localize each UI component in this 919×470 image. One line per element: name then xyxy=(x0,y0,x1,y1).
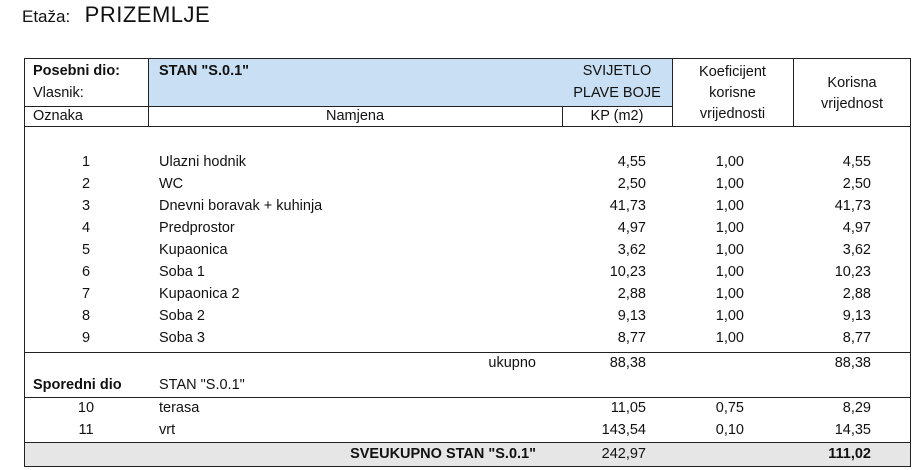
row-number: 7 xyxy=(81,286,91,302)
row-name: Soba 3 xyxy=(159,330,205,346)
grand-total-kp: 242,97 xyxy=(601,446,646,462)
coef-header-2: korisne xyxy=(709,85,756,101)
row-kp: 143,54 xyxy=(601,422,646,438)
row-number: 10 xyxy=(77,400,95,416)
row-coef: 0,75 xyxy=(715,400,744,416)
row-kp: 4,55 xyxy=(617,154,646,170)
floor-label: Etaža: xyxy=(22,7,71,26)
row-value: 9,13 xyxy=(842,308,871,324)
row-number: 2 xyxy=(81,176,91,192)
row-value: 14,35 xyxy=(834,422,871,438)
row-value: 8,29 xyxy=(842,400,871,416)
row-name: Kupaonica 2 xyxy=(159,286,240,302)
row-coef: 1,00 xyxy=(715,330,744,346)
subtotal-kp: 88,38 xyxy=(609,355,646,371)
row-coef: 1,00 xyxy=(715,286,744,302)
row-kp: 4,97 xyxy=(617,220,646,236)
owner-label: Vlasnik: xyxy=(33,85,84,101)
subtotal-label: ukupno xyxy=(488,355,536,371)
unit-name: STAN "S.0.1" xyxy=(159,63,250,79)
row-number: 1 xyxy=(81,154,91,170)
row-number: 5 xyxy=(81,242,91,258)
useful-value-header-1: Korisna xyxy=(827,75,877,91)
row-value: 2,88 xyxy=(842,286,871,302)
row-name: Kupaonica xyxy=(159,242,228,258)
row-value: 4,97 xyxy=(842,220,871,236)
row-coef: 1,00 xyxy=(715,264,744,280)
floor-value: PRIZEMLJE xyxy=(84,2,211,27)
row-number: 11 xyxy=(78,422,94,438)
grand-total-value: 111,02 xyxy=(828,446,871,462)
row-name: Soba 1 xyxy=(159,264,205,280)
row-kp: 8,77 xyxy=(617,330,646,346)
row-coef: 0,10 xyxy=(715,422,744,438)
row-value: 8,77 xyxy=(842,330,871,346)
useful-value-header-2: vrijednost xyxy=(820,96,884,112)
row-coef: 1,00 xyxy=(715,308,744,324)
row-name: Predprostor xyxy=(159,220,235,236)
row-name: Ulazni hodnik xyxy=(159,154,247,170)
special-part-label: Posebni dio: xyxy=(33,63,120,79)
row-kp: 3,62 xyxy=(617,242,646,258)
row-name: terasa xyxy=(159,400,200,416)
coef-header-1: Koeficijent xyxy=(699,64,766,80)
secondary-unit-name: STAN "S.0.1" xyxy=(159,377,245,393)
row-number: 9 xyxy=(81,330,91,346)
row-kp: 10,23 xyxy=(609,264,646,280)
row-kp: 2,50 xyxy=(617,176,646,192)
row-coef: 1,00 xyxy=(715,220,744,236)
row-name: Soba 2 xyxy=(159,308,205,324)
row-coef: 1,00 xyxy=(715,198,744,214)
col-kp: KP (m2) xyxy=(590,108,644,124)
row-name: vrt xyxy=(159,422,176,438)
row-value: 3,62 xyxy=(842,242,871,258)
row-number: 6 xyxy=(81,264,91,280)
row-value: 41,73 xyxy=(834,198,871,214)
row-name: Dnevni boravak + kuhinja xyxy=(159,198,323,214)
grand-total-label: SVEUKUPNO STAN "S.0.1" xyxy=(350,446,536,462)
col-oznaka: Oznaka xyxy=(33,108,83,124)
row-kp: 2,88 xyxy=(617,286,646,302)
area-table xyxy=(24,58,911,467)
floor-heading xyxy=(22,2,210,36)
secondary-part-label: Sporedni dio xyxy=(33,377,122,393)
row-coef: 1,00 xyxy=(715,176,744,192)
row-number: 4 xyxy=(81,220,91,236)
row-value: 10,23 xyxy=(834,264,871,280)
row-coef: 1,00 xyxy=(715,154,744,170)
row-kp: 41,73 xyxy=(609,198,646,214)
color-line-2: PLAVE BOJE xyxy=(573,85,661,101)
subtotal-value: 88,38 xyxy=(834,355,871,371)
color-line-1: SVIJETLO xyxy=(582,63,652,79)
row-name: WC xyxy=(159,176,184,192)
row-kp: 11,05 xyxy=(610,400,646,416)
col-namjena: Namjena xyxy=(325,108,385,124)
row-number: 3 xyxy=(81,198,91,214)
row-number: 8 xyxy=(81,308,91,324)
row-coef: 1,00 xyxy=(715,242,744,258)
row-value: 2,50 xyxy=(842,176,871,192)
coef-header-3: vrijednosti xyxy=(699,106,766,122)
row-value: 4,55 xyxy=(842,154,871,170)
row-kp: 9,13 xyxy=(617,308,646,324)
